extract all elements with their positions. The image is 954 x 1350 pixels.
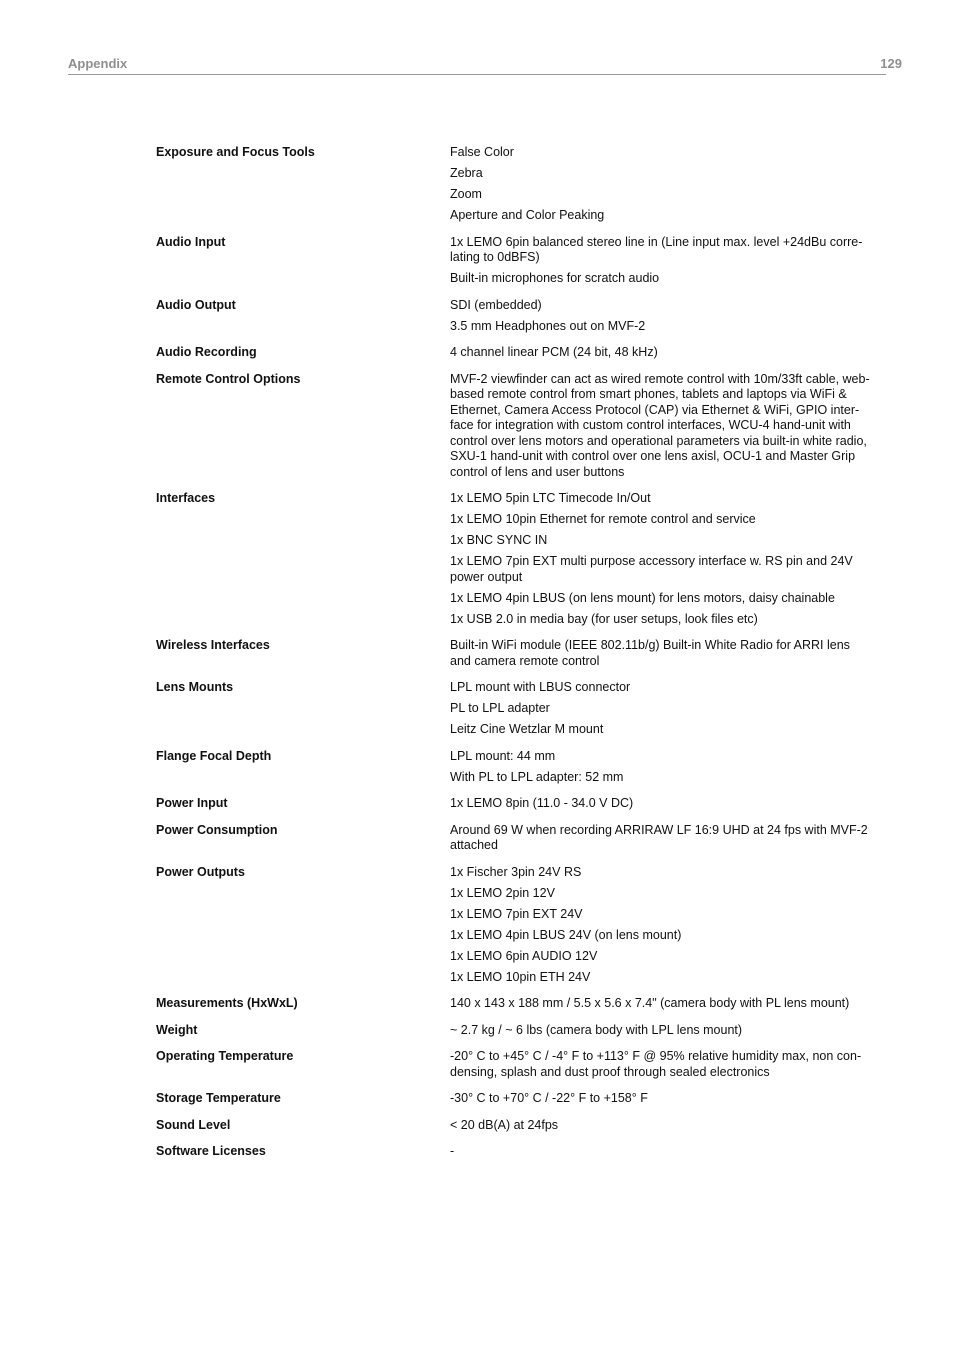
spec-value: Zebra [450, 166, 483, 180]
spec-row [156, 1118, 886, 1134]
spec-value: 1x BNC SYNC IN [450, 533, 548, 547]
spec-values [450, 823, 886, 854]
spec-value: Built-in microphones for scratch audio [450, 271, 660, 285]
spec-label: Software Licenses [156, 1144, 266, 1158]
spec-value: PL to LPL adapter [450, 701, 550, 715]
spec-values [450, 1091, 886, 1107]
page-header [68, 56, 902, 74]
spec-value: LPL mount: 44 mm [450, 748, 556, 763]
spec-values [450, 1023, 886, 1039]
spec-row [156, 796, 886, 812]
header-divider [68, 74, 886, 75]
spec-row [156, 680, 886, 738]
spec-row [156, 235, 886, 287]
spec-value: - [450, 1144, 455, 1158]
spec-label: Remote Control Options [156, 371, 301, 386]
spec-values [450, 680, 886, 738]
spec-label: Audio Recording [156, 345, 257, 359]
spec-value: 4 channel linear PCM (24 bit, 48 kHz) [450, 345, 658, 359]
spec-row [156, 1144, 886, 1160]
spec-value: 1x LEMO 8pin (11.0 - 34.0 V DC) [450, 796, 634, 810]
spec-label: Flange Focal Depth [156, 748, 272, 763]
spec-value: SDI (embedded) [450, 297, 542, 312]
spec-value: 1x Fischer 3pin 24V RS [450, 864, 582, 879]
spec-values [450, 235, 886, 287]
spec-row [156, 372, 886, 481]
spec-row [156, 638, 886, 669]
spec-value: Built-in WiFi module (IEEE 802.11b/g) Built-in White Radio for ARRI lens and camera remote control [450, 638, 850, 668]
spec-value: Aperture and Color Peaking [450, 208, 605, 222]
spec-value: Leitz Cine Wetzlar M mount [450, 722, 604, 736]
spec-value: Zoom [450, 187, 482, 201]
spec-value: 1x LEMO 2pin 12V [450, 885, 555, 900]
spec-value: 1x LEMO 4pin LBUS 24V (on lens mount) [450, 927, 682, 942]
spec-label: Power Outputs [156, 864, 245, 879]
spec-label: Operating Temperature [156, 1049, 294, 1063]
spec-label: Audio Output [156, 297, 236, 312]
spec-row [156, 345, 886, 361]
spec-value: 1x USB 2.0 in media bay (for user setups, look files etc) [450, 611, 758, 626]
spec-values [450, 796, 886, 812]
spec-values [450, 298, 886, 335]
spec-value: 3.5 mm Headphones out on MVF-2 [450, 318, 646, 333]
spec-value: < 20 dB(A) at 24fps [450, 1117, 559, 1132]
spec-row [156, 145, 886, 224]
spec-value: -30° C to +70° C / -22° F to +158° F [450, 1091, 648, 1105]
spec-value: -20° C to +45° C / -4° F to +113° F @ 95% relative humidity max, non con- densing, splash and dust proof through sealed electronics [450, 1049, 862, 1079]
spec-values [450, 372, 886, 481]
spec-label: Exposure and Focus Tools [156, 145, 315, 159]
spec-value: 140 x 143 x 188 mm / 5.5 x 5.6 x 7.4" (camera body with PL lens mount) [450, 996, 850, 1010]
spec-values [450, 865, 886, 986]
section-title: Appendix [68, 56, 128, 71]
spec-value: LPL mount with LBUS connector [450, 680, 631, 694]
spec-row [156, 823, 886, 854]
spec-values [450, 996, 886, 1012]
spec-label: Sound Level [156, 1117, 231, 1132]
spec-row [156, 996, 886, 1012]
spec-value: 1x LEMO 5pin LTC Timecode In/Out [450, 491, 651, 505]
spec-label: Weight [156, 1022, 198, 1037]
spec-values [450, 749, 886, 786]
spec-label: Power Consumption [156, 822, 278, 837]
spec-value: With PL to LPL adapter: 52 mm [450, 769, 624, 784]
spec-values [450, 1144, 886, 1160]
spec-label: Measurements (HxWxL) [156, 996, 298, 1010]
spec-label: Power Input [156, 796, 228, 810]
spec-row [156, 491, 886, 627]
spec-label: Storage Temperature [156, 1091, 281, 1105]
spec-label: Interfaces [156, 491, 216, 505]
spec-row [156, 298, 886, 335]
page-number: 129 [880, 56, 902, 71]
spec-values [450, 345, 886, 361]
spec-row [156, 1091, 886, 1107]
spec-value: False Color [450, 145, 514, 159]
spec-row [156, 865, 886, 986]
spec-value: 1x LEMO 7pin EXT multi purpose accessory interface w. RS pin and 24V power output [450, 554, 853, 584]
spec-label: Wireless Interfaces [156, 638, 270, 652]
spec-values [450, 638, 886, 669]
spec-value: 1x LEMO 6pin balanced stereo line in (Line input max. level +24dBu corre- lating to 0dBFS) [450, 234, 863, 264]
spec-values [450, 1049, 886, 1080]
spec-label: Audio Input [156, 234, 226, 249]
specifications-table [156, 145, 886, 1171]
spec-values [450, 491, 886, 627]
spec-value: 1x LEMO 4pin LBUS (on lens mount) for lens motors, daisy chainable [450, 590, 835, 605]
spec-values [450, 1118, 886, 1134]
spec-value: 1x LEMO 7pin EXT 24V [450, 906, 583, 921]
spec-row [156, 1023, 886, 1039]
spec-row [156, 1049, 886, 1080]
spec-value: Around 69 W when recording ARRIRAW LF 16:9 UHD at 24 fps with MVF-2 attached [450, 822, 868, 852]
spec-values [450, 145, 886, 224]
spec-value: 1x LEMO 10pin ETH 24V [450, 969, 591, 984]
spec-label: Lens Mounts [156, 680, 234, 694]
spec-value: ~ 2.7 kg / ~ 6 lbs (camera body with LPL lens mount) [450, 1022, 743, 1037]
spec-value: MVF-2 viewfinder can act as wired remote control with 10m/33ft cable, web- based remote control from smart phones, tablets and laptops via WiFi & Ethernet, Camera Access Protocol (CAP) via Ethernet & WiFi, GPIO inter- face for integration with custom control interfaces, WCU-4 hand-unit with control over lens motors and operational parameters via built-in white radio, SXU-1 hand-unit with control over one lens axisl, OCU-1 and Master Grip control of lens and user buttons [450, 371, 870, 479]
spec-value: 1x LEMO 10pin Ethernet for remote control and service [450, 512, 756, 526]
spec-row [156, 749, 886, 786]
spec-value: 1x LEMO 6pin AUDIO 12V [450, 948, 598, 963]
